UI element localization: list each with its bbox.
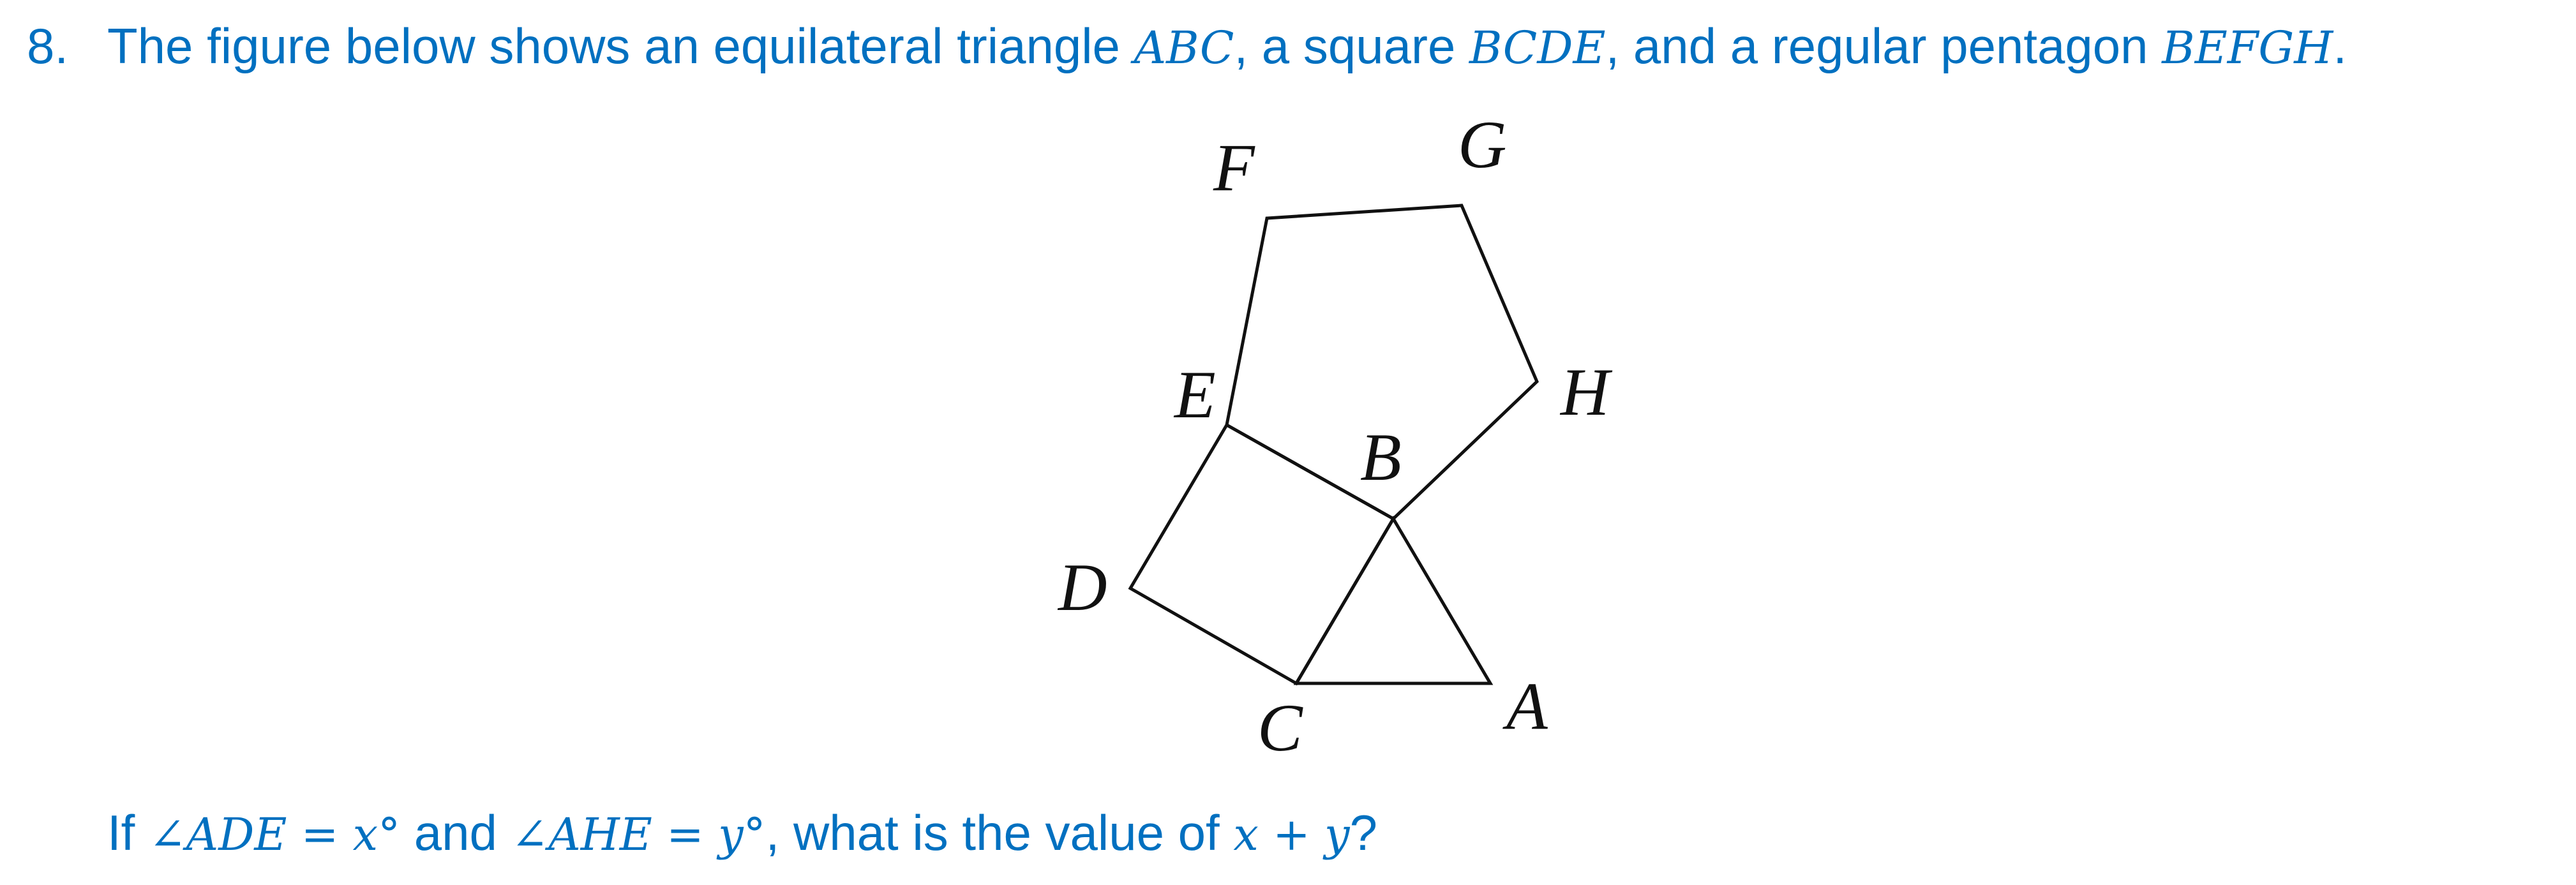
triangle-abc	[1296, 519, 1490, 683]
triangle-name: ABC	[1134, 22, 1234, 74]
label-f: F	[1213, 130, 1255, 205]
label-b: B	[1360, 420, 1402, 495]
label-d: D	[1058, 550, 1107, 625]
label-e: E	[1174, 357, 1216, 432]
followup-suffix: ?	[1349, 805, 1377, 861]
sum-expression: x + y	[1233, 808, 1350, 861]
followup-question	[107, 801, 1377, 865]
question-text	[107, 14, 2347, 80]
followup-middle: , what is the value of	[765, 805, 1234, 861]
question-number: 8.	[27, 18, 69, 74]
angle-ade-expression: ∠ADE = x°	[149, 808, 401, 861]
text-end: .	[2333, 18, 2347, 74]
intro-text: The figure below shows an equilateral triangle	[107, 18, 1134, 74]
angle-ahe-expression: ∠AHE = y°	[511, 808, 766, 861]
text-after-square: , and a regular pentagon	[1605, 18, 2162, 74]
label-a: A	[1506, 669, 1548, 743]
label-h: H	[1561, 355, 1610, 429]
square-bcde	[1130, 425, 1393, 683]
followup-prefix: If	[107, 805, 149, 861]
text-after-triangle: , a square	[1234, 18, 1470, 74]
followup-connector: and	[400, 805, 511, 861]
square-name: BCDE	[1469, 22, 1606, 74]
label-c: C	[1257, 690, 1303, 765]
pentagon-name: BEFGH	[2162, 22, 2333, 74]
label-g: G	[1458, 108, 1507, 182]
geometry-figure	[983, 108, 1672, 778]
